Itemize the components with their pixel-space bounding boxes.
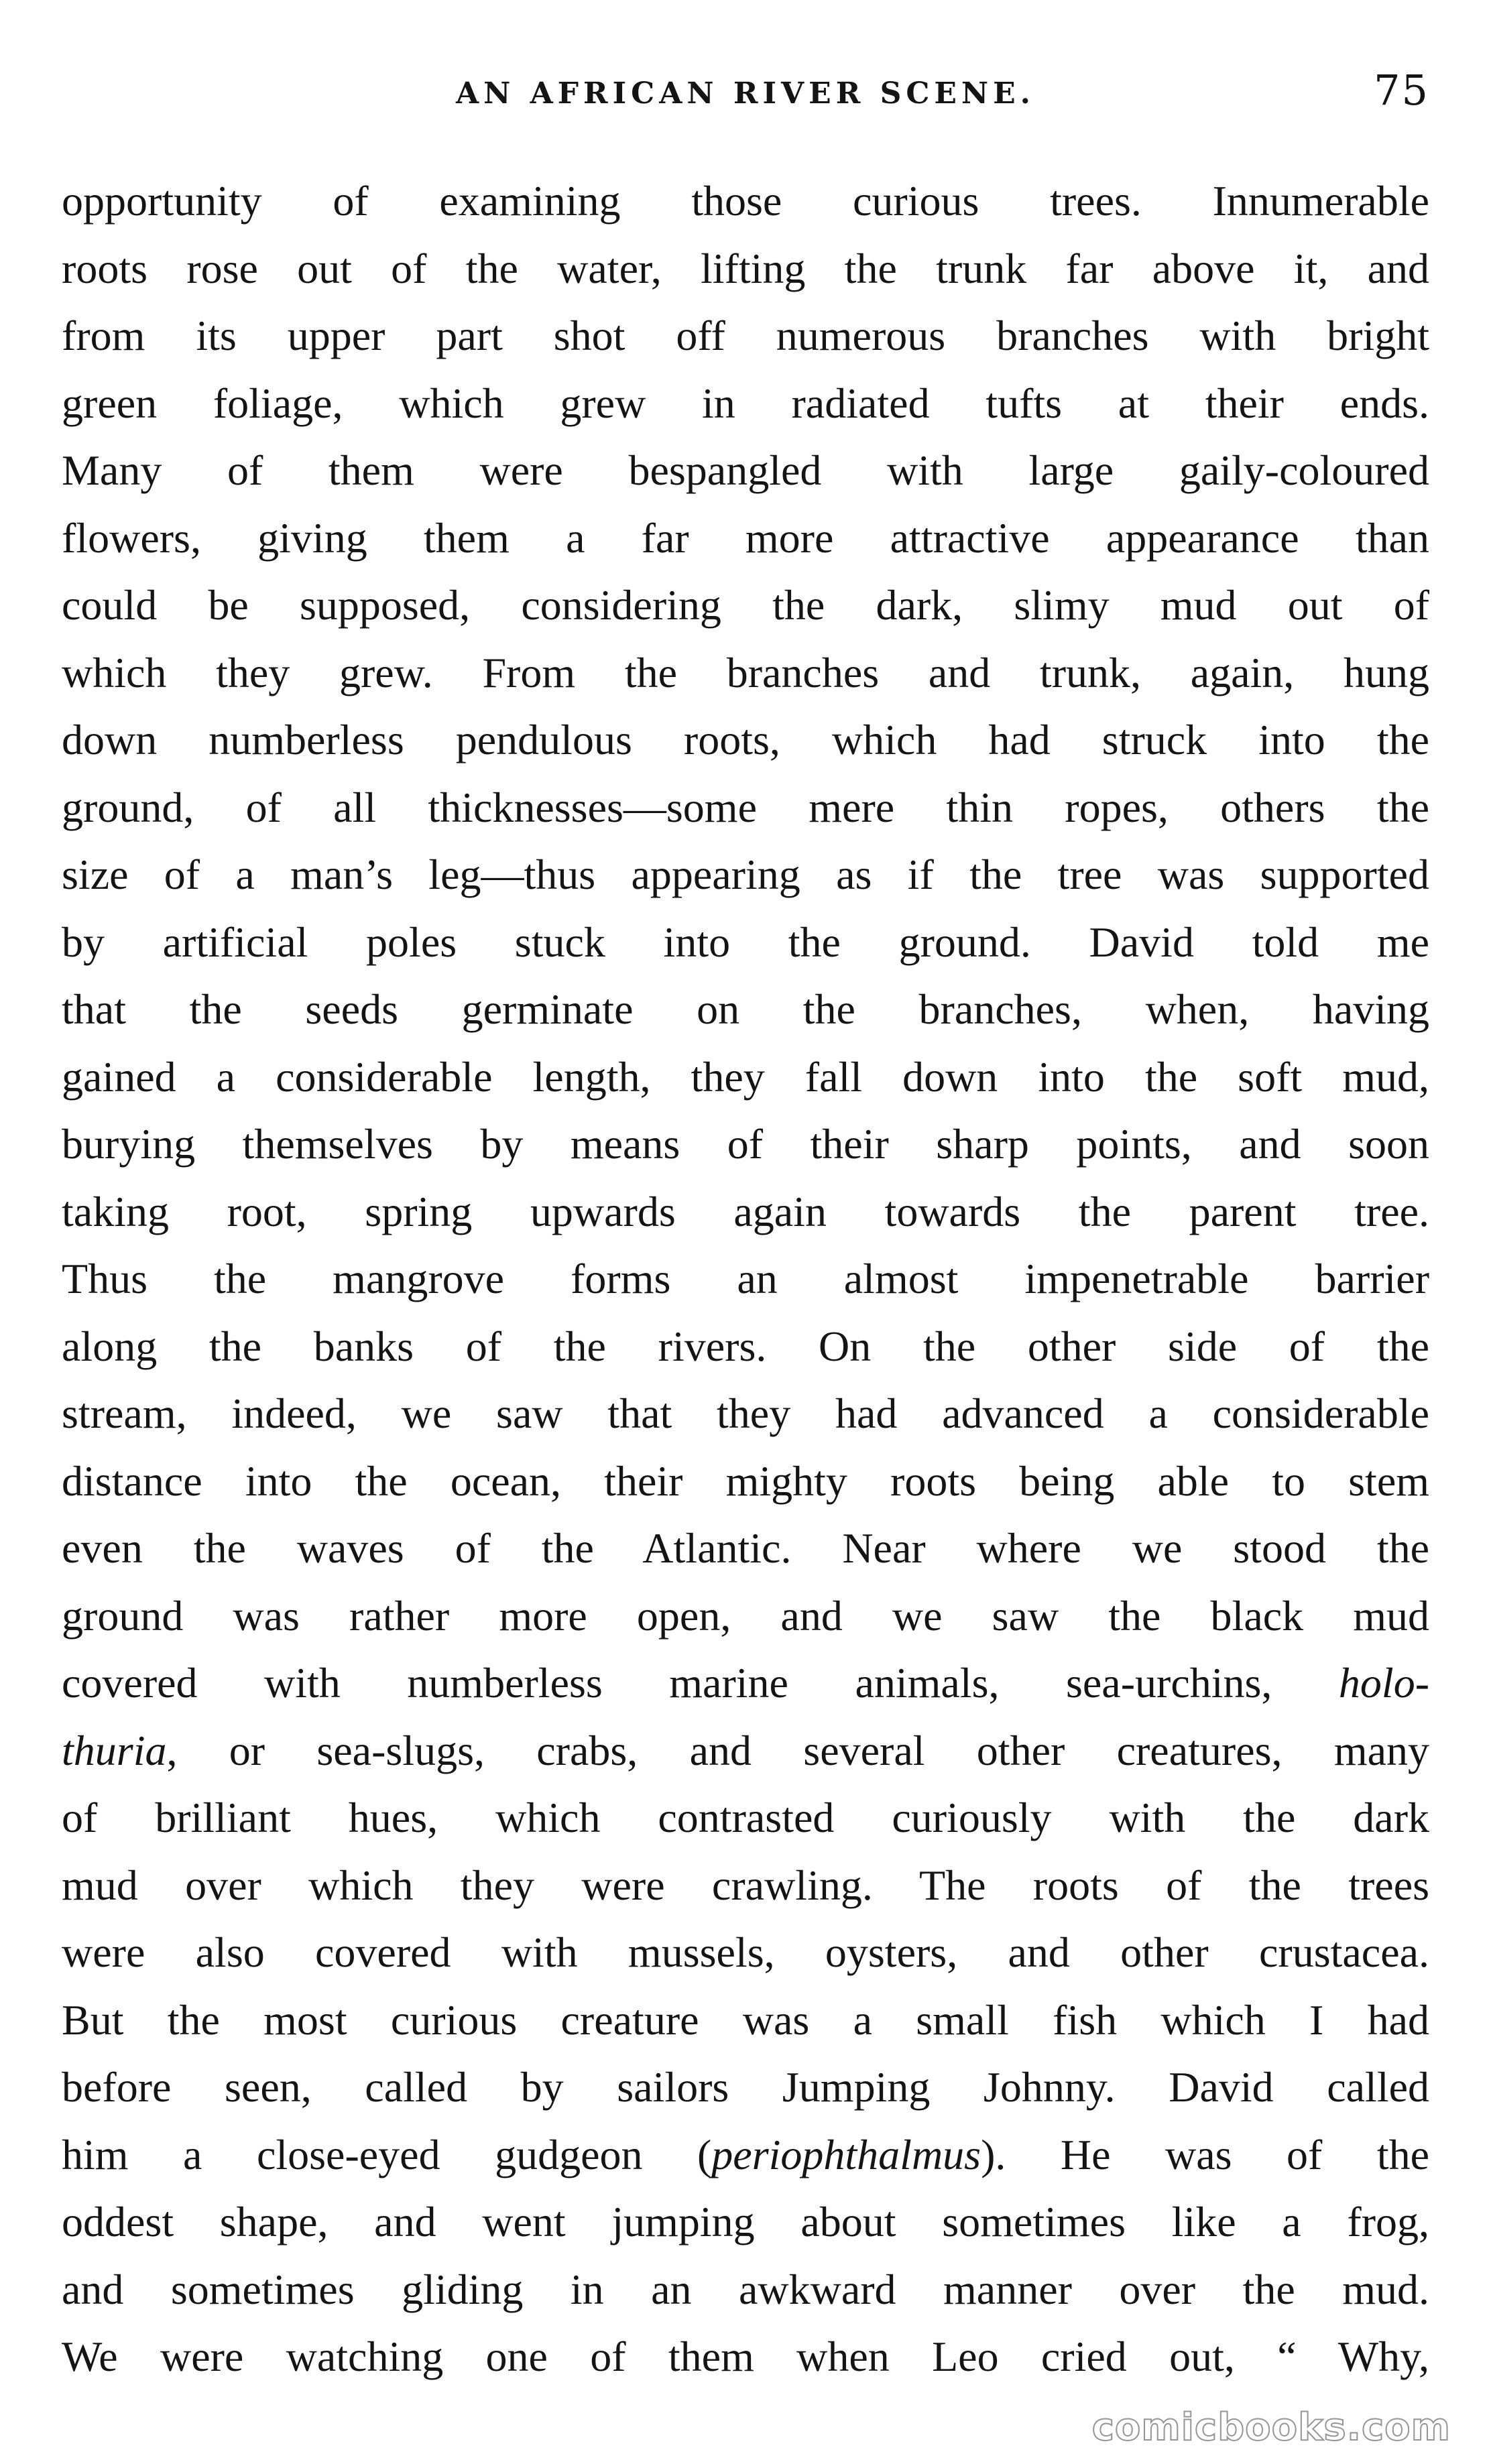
text-line: of brilliant hues, which contrasted curiously with the dark (62, 1794, 1429, 1841)
text-line: were also covered with mussels, oysters, and other crustacea. (62, 1928, 1429, 1976)
text-line: flowers, giving them a far more attractive appearance than (62, 513, 1429, 562)
text-line: him a close-eyed gudgeon (periophthalmus). He was of the (62, 2130, 1429, 2178)
text-line: Many of them were bespangled with large gaily-coloured (62, 446, 1429, 494)
text-line: burying themselves by means of their sharp points, and soon (62, 1120, 1429, 1168)
text-line: thuria, or sea-slugs, crabs, and several other creatures, many (62, 1726, 1429, 1774)
page-number: 75 (1374, 66, 1429, 115)
text-line: even the waves of the Atlantic. Near where we stood the (62, 1524, 1429, 1572)
text-line: But the most curious creature was a small fish which I had (62, 1995, 1429, 2044)
text-line: opportunity of examining those curious trees. Innumerable (62, 177, 1429, 225)
text-line: covered with numberless marine animals, sea-urchins, holo- (62, 1659, 1429, 1707)
running-head: AN AFRICAN RIVER SCENE. (455, 76, 1035, 111)
text-line: ground, of all thicknesses—some mere thin ropes, others the (62, 783, 1429, 831)
text-line: along the banks of the rivers. On the other side of the (62, 1322, 1429, 1370)
body-text (62, 168, 1429, 2391)
text-line: which they grew. From the branches and trunk, again, hung (62, 648, 1429, 696)
text-line: size of a man’s leg—thus appearing as if the tree was supported (62, 851, 1429, 898)
text-line: green foliage, which grew in radiated tufts at their ends. (62, 379, 1429, 427)
text-line: taking root, spring upwards again towards the parent tree. (62, 1187, 1429, 1235)
italic-term: holo- (1338, 1659, 1429, 1707)
watermark-logo: comicbooks.com (1091, 2406, 1451, 2449)
text-line: from its upper part shot off numerous branches with bright (62, 312, 1429, 359)
text-line: mud over which they were crawling. The roots of the trees (62, 1861, 1429, 1909)
text-line: could be supposed, considering the dark, slimy mud out of (62, 581, 1429, 629)
text-line: oddest shape, and went jumping about sometimes like a frog, (62, 2198, 1429, 2245)
text-line: stream, indeed, we saw that they had advanced a considerable (62, 1390, 1429, 1437)
text-line: ground was rather more open, and we saw the black mud (62, 1591, 1429, 1640)
italic-term: thuria (62, 1726, 167, 1774)
page-header (62, 66, 1429, 154)
text-line: by artificial poles stuck into the ground. David told me (62, 918, 1429, 966)
text-line: and sometimes gliding in an awkward manner over the mud. (62, 2265, 1429, 2313)
text-line: gained a considerable length, they fall down into the soft mud, (62, 1052, 1429, 1101)
text-line: down numberless pendulous roots, which had struck into the (62, 716, 1429, 763)
text-line: that the seeds germinate on the branches, when, having (62, 985, 1429, 1033)
text-line: We were watching one of them when Leo cried out, “ Why, (62, 2333, 1429, 2380)
text-line: Thus the mangrove forms an almost impenetrable barrier (62, 1255, 1429, 1302)
italic-term: periophthalmus (711, 2130, 981, 2178)
text-line: roots rose out of the water, lifting the trunk far above it, and (62, 244, 1429, 292)
text-line: distance into the ocean, their mighty roots being able to stem (62, 1457, 1429, 1505)
text-line: before seen, called by sailors Jumping Johnny. David called (62, 2063, 1429, 2111)
